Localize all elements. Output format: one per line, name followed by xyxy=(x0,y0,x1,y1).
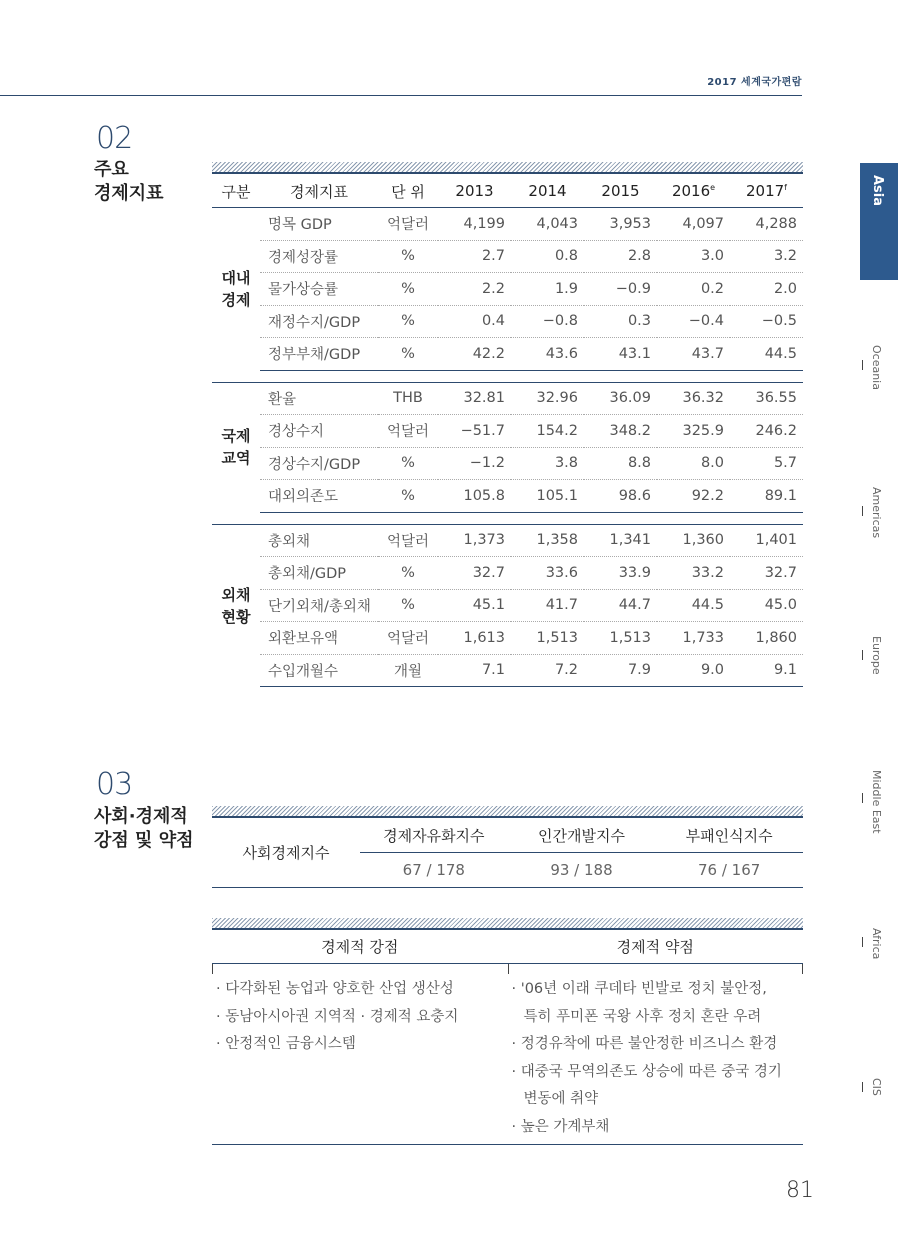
indicator-value: 1,358 xyxy=(511,524,584,557)
section-title-line: 경제지표 xyxy=(94,183,164,204)
indicator-value: 1.9 xyxy=(511,273,584,306)
tab-marker xyxy=(862,937,863,947)
indicator-unit: % xyxy=(378,589,438,622)
indicator-value: 1,733 xyxy=(657,622,730,655)
indicator-value: 7.1 xyxy=(438,654,511,687)
index-value: 93 / 188 xyxy=(508,853,656,888)
list-item: · '06년 이래 쿠데타 빈발로 정치 불안정, xyxy=(511,981,767,997)
header-2016: 2016e xyxy=(657,175,730,208)
section-title-03 xyxy=(94,805,193,853)
indicator-value: 8.8 xyxy=(584,447,657,480)
group-label: 외채 현황 xyxy=(221,585,251,626)
indicator-value: 3,953 xyxy=(584,208,657,241)
indicator-value: 5.7 xyxy=(730,447,803,480)
tab-marker xyxy=(862,506,863,516)
indicator-unit: % xyxy=(378,273,438,306)
list-item: · 정경유착에 따른 불안정한 비즈니스 환경 xyxy=(511,1036,778,1052)
weaknesses-list xyxy=(508,964,804,1144)
tab-marker xyxy=(862,650,863,660)
side-tab-cis[interactable]: CIS xyxy=(870,1078,883,1096)
table-row xyxy=(212,524,803,557)
indicator-value: 9.0 xyxy=(657,654,730,687)
indicator-value: 33.2 xyxy=(657,557,730,590)
indicator-value: −0.9 xyxy=(584,273,657,306)
section-number-03: 03 xyxy=(96,767,133,802)
group-separator xyxy=(212,370,803,382)
indicator-value: 1,401 xyxy=(730,524,803,557)
side-tab-asia[interactable] xyxy=(860,163,898,280)
side-tab-label: Asia xyxy=(870,175,885,207)
indicator-value: 105.8 xyxy=(438,480,511,513)
table-hatch-bar xyxy=(212,806,803,818)
indicator-value: 1,613 xyxy=(438,622,511,655)
sw-body xyxy=(212,964,803,1145)
table-row xyxy=(212,654,803,687)
indicator-value: 0.4 xyxy=(438,305,511,338)
tab-marker xyxy=(862,360,863,370)
table-row xyxy=(212,382,803,415)
economic-indicators-table xyxy=(212,175,803,687)
list-item: · 다각화된 농업과 양호한 산업 생산성 xyxy=(216,981,454,997)
index-value: 67 / 178 xyxy=(360,853,508,888)
indicator-unit: % xyxy=(378,338,438,371)
indicator-value: 32.81 xyxy=(438,382,511,415)
table-row xyxy=(212,305,803,338)
indicator-value: 92.2 xyxy=(657,480,730,513)
indicator-value: −0.8 xyxy=(511,305,584,338)
indicator-value: 246.2 xyxy=(730,415,803,448)
index-header: 경제자유화지수 xyxy=(360,818,508,853)
indicator-name: 수입개월수 xyxy=(260,654,378,687)
indicator-value: 33.6 xyxy=(511,557,584,590)
indicator-unit: % xyxy=(378,480,438,513)
side-tab-americas[interactable]: Americas xyxy=(870,487,883,539)
tab-marker xyxy=(862,793,863,803)
indicator-value: 2.7 xyxy=(438,240,511,273)
header-2013: 2013 xyxy=(438,175,511,208)
indicator-name: 총외채 xyxy=(260,524,378,557)
indicator-unit: % xyxy=(378,305,438,338)
indicator-value: 8.0 xyxy=(657,447,730,480)
indicator-value: 4,043 xyxy=(511,208,584,241)
indicator-value: 89.1 xyxy=(730,480,803,513)
indicator-value: 7.2 xyxy=(511,654,584,687)
indicator-value: 9.1 xyxy=(730,654,803,687)
group-label: 대내 경제 xyxy=(221,269,251,309)
section-number-02: 02 xyxy=(96,121,133,156)
indicator-name: 대외의존도 xyxy=(260,480,378,513)
table-row xyxy=(212,447,803,480)
indicator-value: −1.2 xyxy=(438,447,511,480)
social-index-table xyxy=(212,818,803,888)
sw-header xyxy=(212,930,803,964)
indicator-value: 41.7 xyxy=(511,589,584,622)
indicator-value: 45.1 xyxy=(438,589,511,622)
indicator-value: 44.7 xyxy=(584,589,657,622)
indicator-name: 경상수지 xyxy=(260,415,378,448)
indicator-value: 98.6 xyxy=(584,480,657,513)
list-item: · 동남아시아권 지역적 · 경제적 요충지 xyxy=(216,1008,459,1025)
running-header: 2017 세계국가편람 xyxy=(707,77,802,88)
table-row xyxy=(212,557,803,590)
page-number: 81 xyxy=(786,1178,814,1203)
indicator-name: 환율 xyxy=(260,382,378,415)
group-separator xyxy=(212,512,803,524)
header-unit: 단 위 xyxy=(378,175,438,208)
indicator-unit: 억달러 xyxy=(378,622,438,655)
indicator-value: −0.5 xyxy=(730,305,803,338)
indicator-name: 총외채/GDP xyxy=(260,557,378,590)
list-item: 변동에 취약 xyxy=(523,1091,599,1107)
header-2015: 2015 xyxy=(584,175,657,208)
indicator-value: 32.7 xyxy=(730,557,803,590)
indicator-value: 32.96 xyxy=(511,382,584,415)
indicator-value: 154.2 xyxy=(511,415,584,448)
indicator-name: 명목 GDP xyxy=(260,208,378,241)
indicator-value: 3.2 xyxy=(730,240,803,273)
indicator-value: 4,199 xyxy=(438,208,511,241)
table-row xyxy=(212,480,803,513)
indicator-name: 물가상승률 xyxy=(260,273,378,306)
indicator-value: 43.7 xyxy=(657,338,730,371)
indicator-value: 36.55 xyxy=(730,382,803,415)
index-row-label: 사회경제지수 xyxy=(212,818,360,888)
indicator-value: 2.2 xyxy=(438,273,511,306)
indicator-unit: 억달러 xyxy=(378,524,438,557)
section-title-line: 강점 및 약점 xyxy=(94,830,194,851)
indicator-unit: % xyxy=(378,557,438,590)
indicator-value: 3.0 xyxy=(657,240,730,273)
indicator-unit: 개월 xyxy=(378,654,438,687)
indicator-value: 0.8 xyxy=(511,240,584,273)
index-header: 인간개발지수 xyxy=(508,818,656,853)
strengths-title: 경제적 강점 xyxy=(321,938,399,956)
indicator-name: 정부부채/GDP xyxy=(260,338,378,371)
indicator-value: 45.0 xyxy=(730,589,803,622)
group-label: 국제 교역 xyxy=(221,427,251,468)
header-2014: 2014 xyxy=(511,175,584,208)
table-row xyxy=(212,240,803,273)
indicator-value: 348.2 xyxy=(584,415,657,448)
indicator-value: 32.7 xyxy=(438,557,511,590)
side-tab-oceania[interactable]: Oceania xyxy=(870,345,883,390)
indicator-value: −0.4 xyxy=(657,305,730,338)
indicator-value: 36.09 xyxy=(584,382,657,415)
section-title-line: 사회·경제적 xyxy=(94,806,188,827)
strengths-list xyxy=(212,964,508,1144)
indicator-value: 3.8 xyxy=(511,447,584,480)
indicator-value: 33.9 xyxy=(584,557,657,590)
indicator-value: 36.32 xyxy=(657,382,730,415)
table-row xyxy=(212,208,803,241)
list-item: · 안정적인 금융시스템 xyxy=(216,1036,356,1052)
indicator-value: 43.1 xyxy=(584,338,657,371)
side-tab-africa[interactable]: Africa xyxy=(870,928,883,960)
indicator-value: 1,360 xyxy=(657,524,730,557)
header-2017: 2017$^f$ xyxy=(730,175,803,208)
table-row xyxy=(212,415,803,448)
table-row xyxy=(212,622,803,655)
indicator-value: 7.9 xyxy=(584,654,657,687)
indicator-value: 43.6 xyxy=(511,338,584,371)
index-header: 부패인식지수 xyxy=(655,818,803,853)
indicator-unit: % xyxy=(378,447,438,480)
indicator-value: 4,097 xyxy=(657,208,730,241)
indicator-value: 44.5 xyxy=(657,589,730,622)
table-hatch-bar xyxy=(212,918,803,930)
indicator-unit: 억달러 xyxy=(378,415,438,448)
indicator-unit: THB xyxy=(378,382,438,415)
indicator-name: 외환보유액 xyxy=(260,622,378,655)
index-value: 76 / 167 xyxy=(655,853,803,888)
header-group: 구분 xyxy=(212,175,260,208)
indicator-value: 42.2 xyxy=(438,338,511,371)
indicator-unit: 억달러 xyxy=(378,208,438,241)
header-rule xyxy=(0,95,802,96)
strengths-weaknesses-table xyxy=(212,930,803,1145)
indicator-value: 1,513 xyxy=(511,622,584,655)
indicator-value: 2.0 xyxy=(730,273,803,306)
indicator-name: 재정수지/GDP xyxy=(260,305,378,338)
indicator-value: 1,513 xyxy=(584,622,657,655)
section-title-line: 주요 xyxy=(94,159,129,180)
indicator-value: 2.8 xyxy=(584,240,657,273)
weaknesses-title: 경제적 약점 xyxy=(616,938,694,956)
tab-marker xyxy=(862,1082,863,1092)
header-indicator: 경제지표 xyxy=(260,175,378,208)
list-item: · 대중국 무역의존도 상승에 따른 중국 경기 xyxy=(511,1063,782,1080)
indicator-name: 경상수지/GDP xyxy=(260,447,378,480)
indicator-value: 1,341 xyxy=(584,524,657,557)
indicator-value: 1,860 xyxy=(730,622,803,655)
section-title-02 xyxy=(94,158,164,206)
indicator-value: 4,288 xyxy=(730,208,803,241)
indicator-value: −51.7 xyxy=(438,415,511,448)
indicator-name: 경제성장률 xyxy=(260,240,378,273)
table-row xyxy=(212,338,803,371)
table-row xyxy=(212,273,803,306)
table-row xyxy=(212,589,803,622)
indicator-value: 0.2 xyxy=(657,273,730,306)
indicator-value: 44.5 xyxy=(730,338,803,371)
indicator-unit: % xyxy=(378,240,438,273)
indicator-value: 325.9 xyxy=(657,415,730,448)
side-tab-europe[interactable]: Europe xyxy=(870,636,883,675)
indicator-value: 1,373 xyxy=(438,524,511,557)
indicator-name: 단기외채/총외채 xyxy=(260,589,378,622)
side-tab-middle-east[interactable]: Middle East xyxy=(870,770,883,834)
table-hatch-bar xyxy=(212,162,803,174)
indicator-value: 105.1 xyxy=(511,480,584,513)
list-item: 특히 푸미폰 국왕 사후 정치 혼란 우려 xyxy=(523,1008,762,1025)
indicator-value: 0.3 xyxy=(584,305,657,338)
list-item: · 높은 가계부채 xyxy=(511,1118,610,1135)
